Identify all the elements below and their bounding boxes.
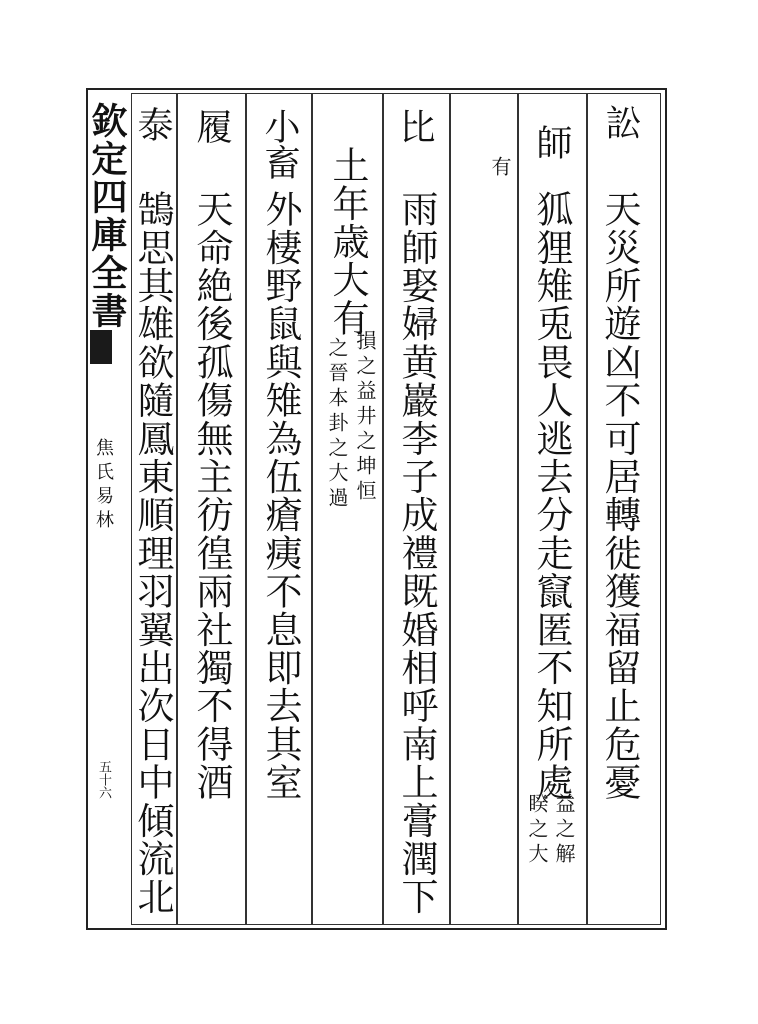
- hexagram-label-bi: 比: [394, 108, 435, 144]
- column-rule: [517, 93, 519, 925]
- hexagram-label-tai: 泰: [132, 106, 173, 142]
- commentary-shi-a: 益之解: [552, 793, 576, 868]
- column-rule: [176, 93, 178, 925]
- hexagram-label-shi: 師: [531, 124, 572, 160]
- verse-shi: 狐狸雉兎畏人逃去分走竄匿不知所處: [530, 190, 573, 802]
- column-rule: [311, 93, 313, 925]
- column-rule: [586, 93, 588, 925]
- verse-bi: 雨師娶婦黄巖李子成禮既婚相呼南上膏潤下: [395, 190, 438, 916]
- verse-lu: 天命絶後孤傷無主彷徨兩社獨不得酒: [190, 190, 233, 802]
- commentary-continued: 有: [488, 156, 512, 181]
- verse-tai: 鵠思其雄欲隨鳳東順理羽翼出次日中傾流北: [131, 190, 174, 916]
- series-title: 欽定四庫全書: [86, 102, 128, 330]
- column-rule: [449, 93, 451, 925]
- hexagram-label-xiaoxu: 小畜: [259, 108, 300, 180]
- verse-song: 天災所遊凶不可居轉徙獲福留止危憂: [598, 190, 641, 802]
- hexagram-label-song: 訟: [600, 104, 641, 140]
- commentary-bi-a: 損之益井之坤恒: [353, 330, 377, 505]
- column-rule: [245, 93, 247, 925]
- column-rule: [382, 93, 384, 925]
- commentary-shi-b: 睽之大: [525, 793, 549, 868]
- commentary-bi-b: 之晉本卦之大過: [325, 337, 349, 512]
- hexagram-label-lu: 履: [191, 108, 232, 144]
- verse-xiaoxu: 外棲野鼠與雉為伍瘡痍不息即去其室: [259, 190, 302, 802]
- book-title: 焦氏易林: [93, 438, 114, 534]
- page-number: 五十六: [96, 760, 111, 799]
- verse-bi-continued: 土年歳大有: [326, 146, 369, 337]
